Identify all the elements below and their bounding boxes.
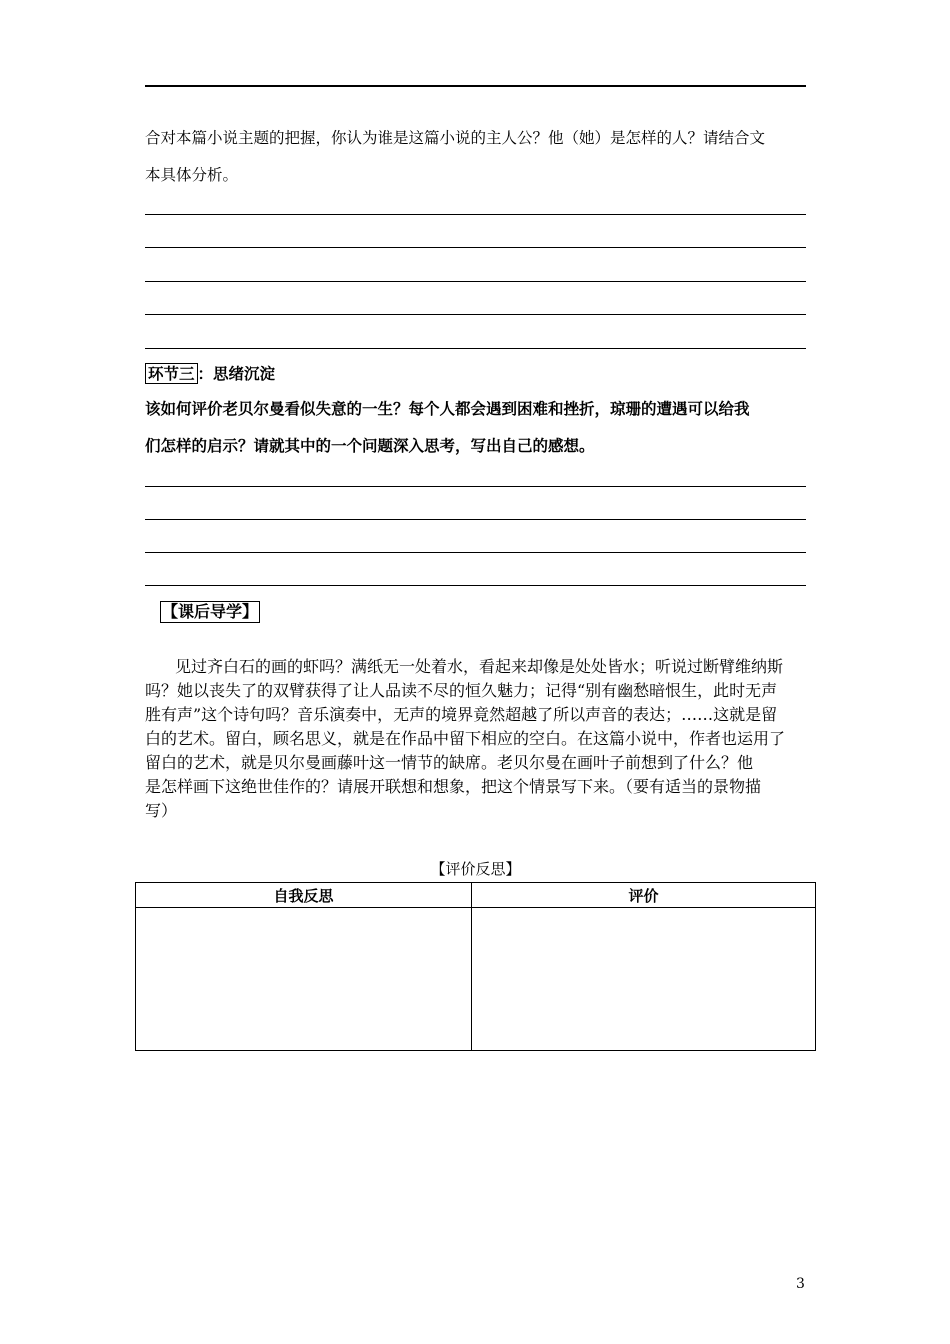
section3-prompt-line-2: 们怎样的启示？请就其中的一个问题深入思考，写出自己的感想。 (145, 436, 595, 455)
self-reflection-cell[interactable] (136, 908, 472, 1051)
section3-label: 环节三 (145, 363, 198, 384)
evaluation-table (135, 882, 816, 1051)
paragraph-line: 写） (145, 801, 178, 820)
paragraph-line: 见过齐白石的画的虾吗？满纸无一处着水，看起来却像是处处皆水；听说过断臂维纳斯 (175, 657, 784, 676)
after-class-paragraph (145, 655, 809, 823)
evaluation-title: 【评价反思】 (430, 860, 521, 878)
top-rule (145, 85, 806, 87)
answer-line (145, 247, 806, 248)
paragraph-line: 胜有声”这个诗句吗？音乐演奏中，无声的境界竟然超越了所以声音的表达；……这就是留 (145, 705, 778, 724)
page-number: 3 (796, 1276, 805, 1292)
question-line-1: 合对本篇小说主题的把握，你认为谁是这篇小说的主人公？他（她）是怎样的人？请结合文 (145, 129, 766, 147)
paragraph-line: 留白的艺术，就是贝尔曼画藤叶这一情节的缺席。老贝尔曼在画叶子前想到了什么？他 (145, 753, 754, 772)
after-class-heading: 【课后导学】 (162, 602, 259, 621)
answer-line (145, 519, 806, 520)
paragraph-line: 吗？她以丧失了的双臂获得了让人品读不尽的恒久魅力；记得“别有幽愁暗恨生，此时无声 (145, 681, 778, 700)
evaluation-header: 评价 (472, 883, 816, 908)
section3-heading (145, 364, 806, 384)
answer-line (145, 585, 806, 586)
answer-line (145, 214, 806, 215)
paragraph-line: 是怎样画下这绝世佳作的？请展开联想和想象，把这个情景写下来。（要有适当的景物描 (145, 777, 762, 796)
paragraph-line: 白的艺术。留白，顾名思义，就是在作品中留下相应的空白。在这篇小说中，作者也运用了 (145, 729, 786, 748)
answer-line (145, 486, 806, 487)
answer-line (145, 281, 806, 282)
section3-prompt-line-1: 该如何评价老贝尔曼看似失意的一生？每个人都会遇到困难和挫折，琼珊的遭遇可以给我 (145, 399, 750, 418)
self-reflection-header: 自我反思 (136, 883, 472, 908)
answer-line (145, 348, 806, 349)
answer-line (145, 552, 806, 553)
question-line-2: 本具体分析。 (145, 166, 239, 184)
section3-title: ：思绪沉淀 (197, 364, 276, 383)
evaluation-cell[interactable] (472, 908, 816, 1051)
answer-line (145, 314, 806, 315)
